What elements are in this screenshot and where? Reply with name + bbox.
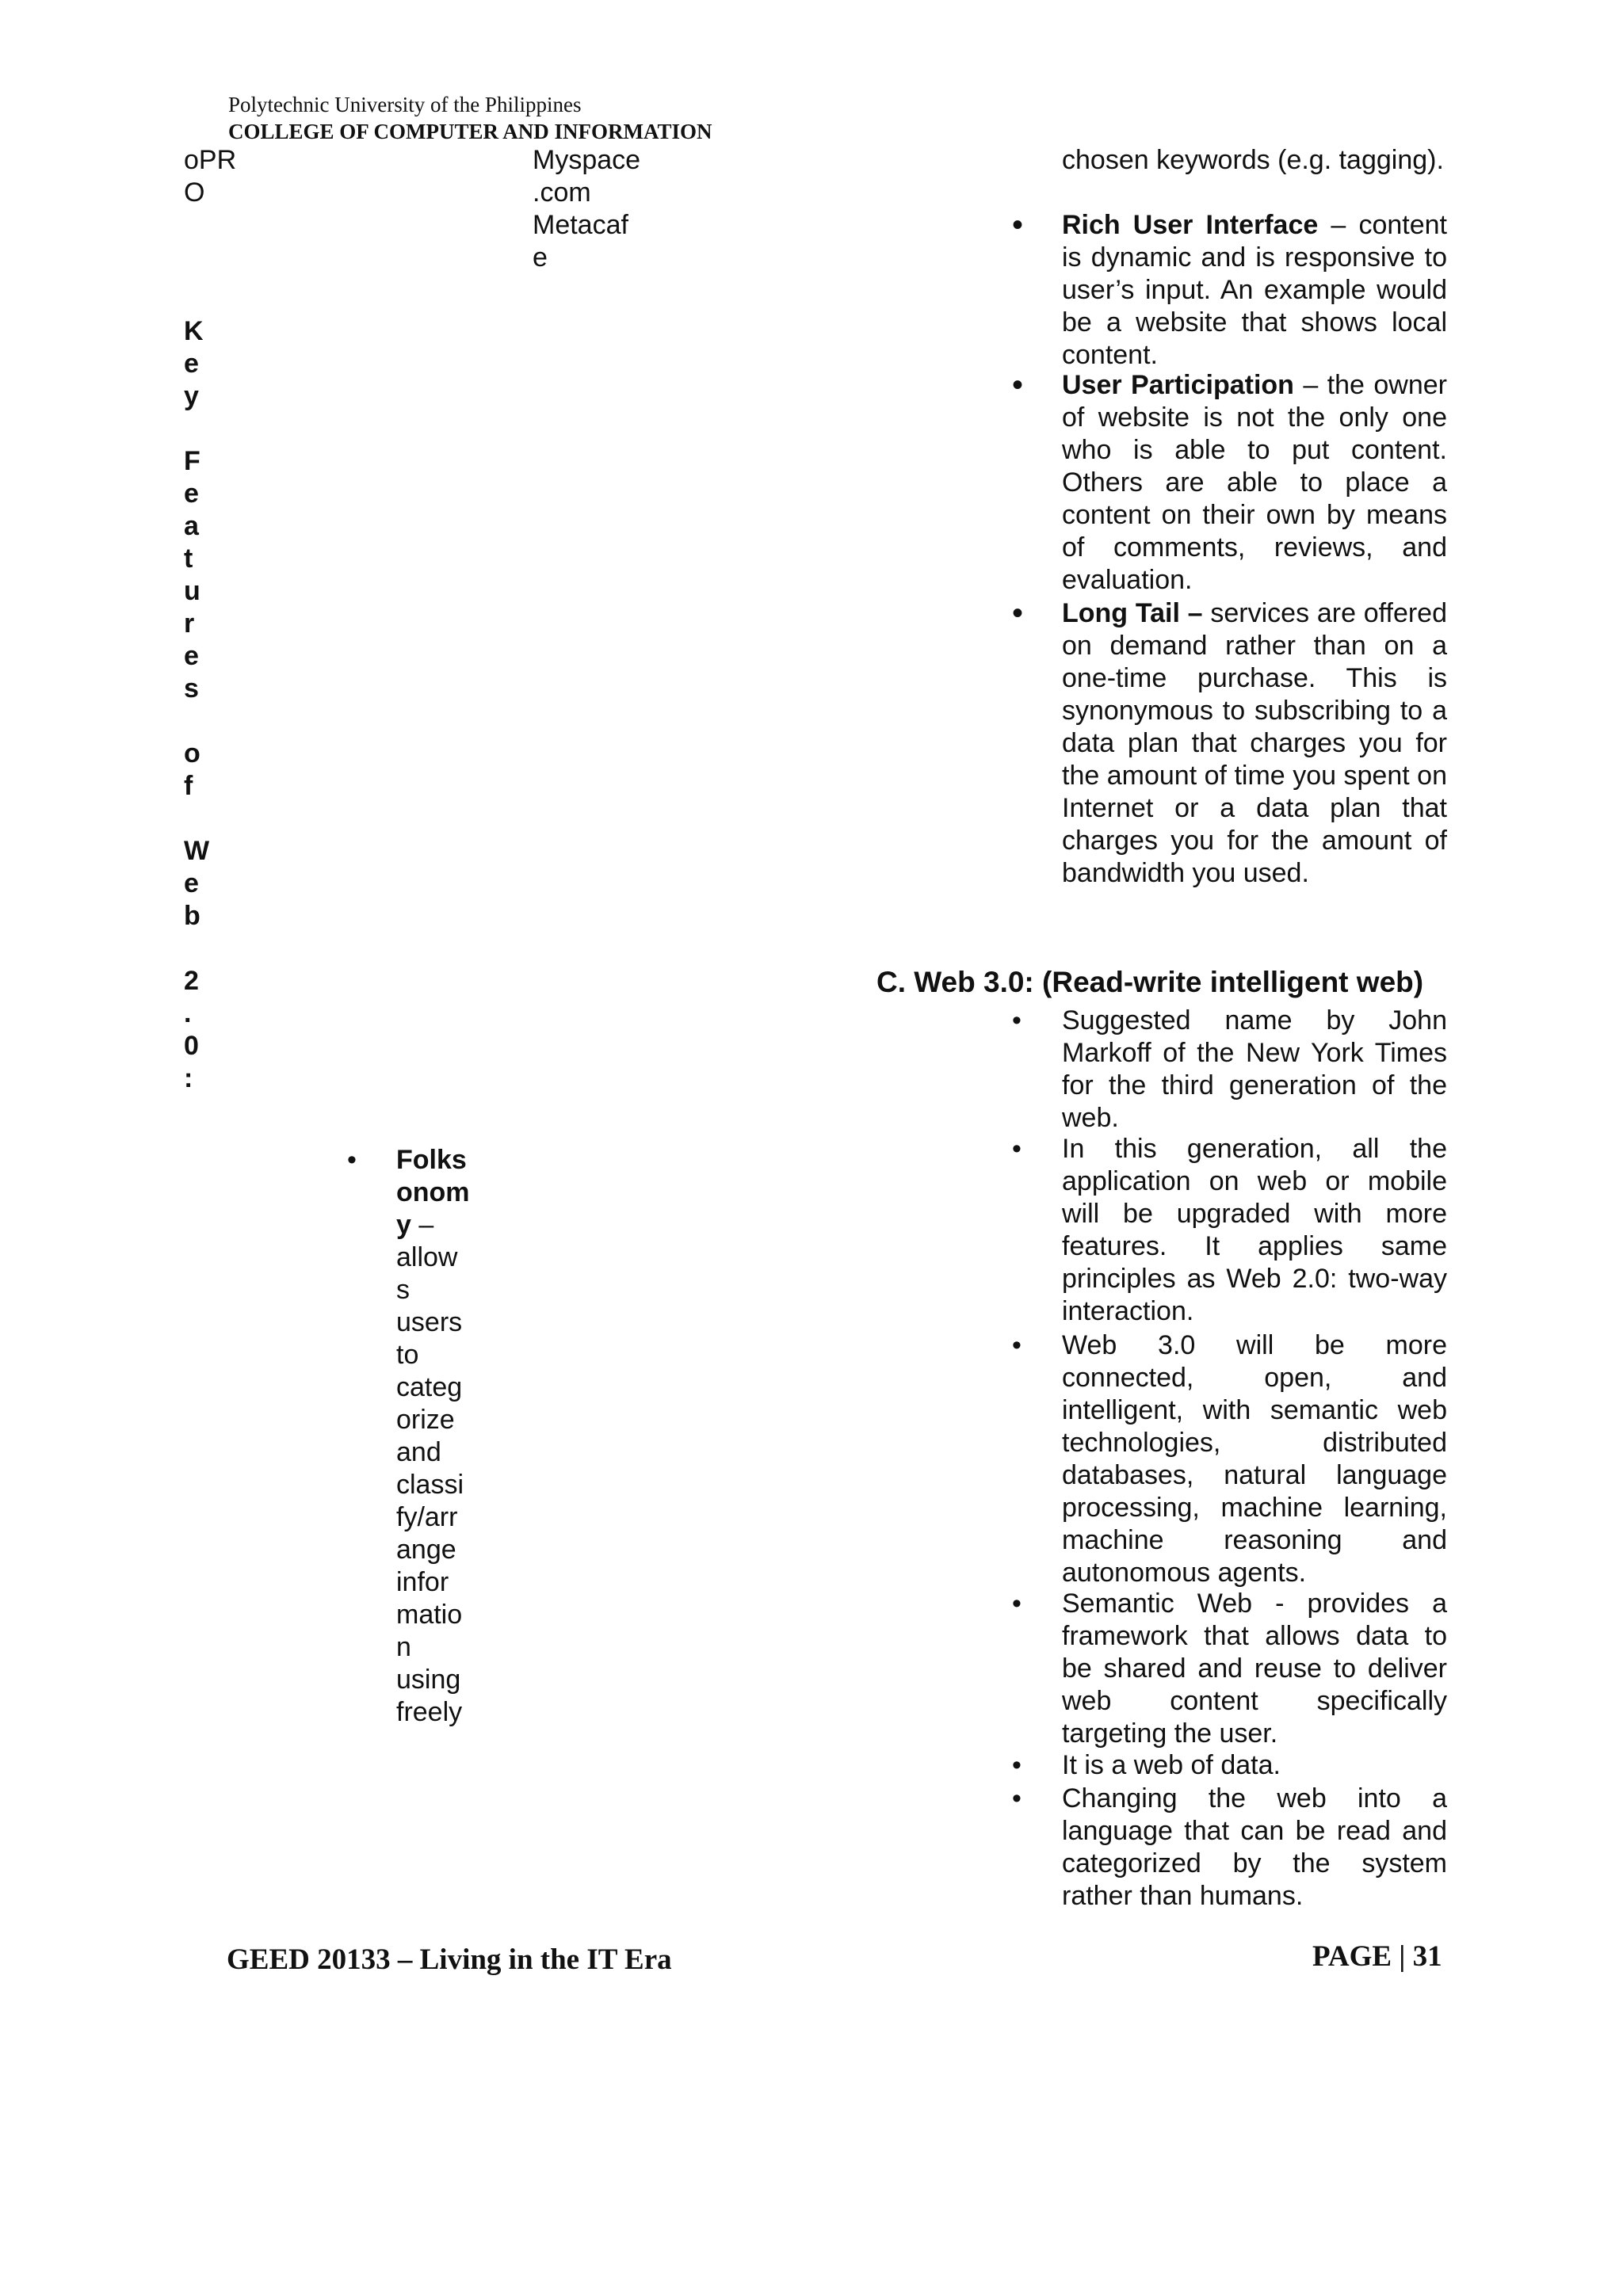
feature-text: content is dynamic and is responsive to user’s input. An example would be a website that shows local content. [1062,210,1447,370]
feature-rich-user-interface [1062,209,1447,372]
college-name: COLLEGE OF COMPUTER AND INFORMATION [228,120,712,143]
feature-separator: – [1318,210,1359,240]
web3-point: In this generation, all the application on web or mobile will be upgraded with more features. It applies same principles as Web 2.0: two-way interaction. [1062,1134,1447,1326]
bullet-icon: • [1012,1783,1022,1814]
web3-point: Suggested name by John Markoff of the New York Times for the third generation of the web. [1062,1005,1447,1133]
feature-text: the owner of website is not the only one who is able to put content. Others are able to place a content on their own by means of comments, reviews, and evaluation. [1062,370,1447,595]
bullet-icon: • [1012,1134,1022,1164]
feature-term: Long Tail – [1062,598,1203,628]
bullet-icon: • [1012,596,1024,631]
feature-long-tail [1062,597,1447,890]
feature-text: services are offered on demand rather than on a one-time purchase. This is synonymous to subscribing to a data plan that charges you for the amount of time you spent on Internet or a data plan that charges you for the amount of bandwidth you used. [1062,598,1447,888]
university-name: Polytechnic University of the Philippines [228,93,582,116]
section-heading-web3: C. Web 3.0: (Read-write intelligent web) [876,966,1424,998]
feature-term: Rich User Interface [1062,210,1319,240]
vertical-heading-key-features: K e y F e a t u r e s o f W e b 2 . 0 : [184,316,210,1093]
folksonomy-definition: – allow s users to categ orize and classi fy/arr ange infor matio n using freely [396,1210,464,1727]
bullet-icon: • [1012,1750,1022,1780]
folksonomy-text [396,1144,483,1729]
bullet-icon: • [1012,1330,1022,1360]
feature-term: User Participation [1062,370,1294,400]
table-cell-fragment: oPR O [184,145,237,208]
bullet-icon: • [1012,368,1024,402]
feature-separator: – [1293,370,1327,400]
web3-point: Changing the web into a language that can be read and categorized by the system rather than humans. [1062,1783,1447,1911]
folksonomy-term: Folks onom y [396,1145,470,1240]
footer-course-title: GEED 20133 – Living in the IT Era [227,1943,672,1976]
footer-page-number: PAGE | 31 [1312,1940,1442,1973]
bullet-icon: • [1012,1589,1022,1619]
table-cell-sites: Myspace .com Metacaf e [533,145,641,273]
bullet-icon: • [1012,1005,1022,1035]
intro-continuation: chosen keywords (e.g. tagging). [1062,145,1444,175]
feature-user-participation [1062,369,1447,597]
web3-point: Web 3.0 will be more connected, open, and intelligent, with semantic web technologies, distributed databases, natural language processing, machine learning, machine reasoning and autonomous agents. [1062,1330,1447,1588]
web3-point: It is a web of data. [1062,1750,1281,1780]
bullet-icon: • [347,1145,357,1175]
feature-separator [1203,598,1211,628]
web3-point: Semantic Web - provides a framework that allows data to be shared and reuse to deliver web content specifically targeting the user. [1062,1589,1447,1749]
bullet-icon: • [1012,208,1024,242]
